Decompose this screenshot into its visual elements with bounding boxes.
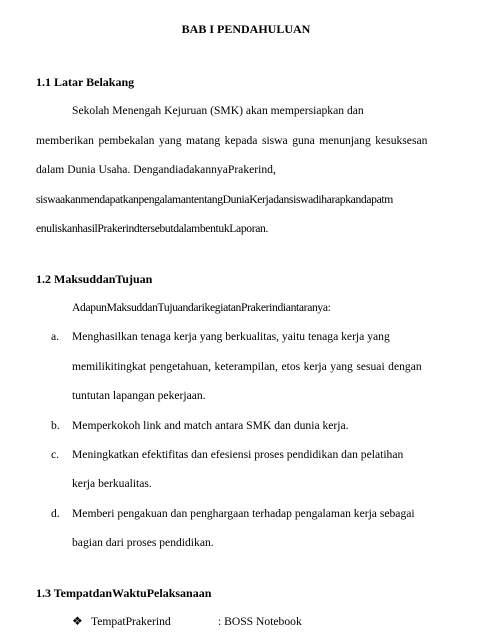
list-marker: c. xyxy=(51,448,60,461)
list-item-line: Memberi pengakuan dan penghargaan terhadap pengalaman kerja sebagai xyxy=(72,507,415,520)
section-heading-latar-belakang: 1.1 Latar Belakang xyxy=(36,75,135,89)
list-item-line: tuntutan lapangan pekerjaan. xyxy=(72,389,206,402)
paragraph-line: dalam Dunia Usaha. DengandiadakannyaPrakerind, xyxy=(36,163,276,176)
list-item-line: Meningkatkan efektifitas dan efesiensi proses pendidikan dan pelatihan xyxy=(72,448,404,461)
list-item-line: Menghasilkan tenaga kerja yang berkualitas, yaitu tenaga kerja yang xyxy=(72,330,390,343)
paragraph-line: enuliskanhasilPrakerindtersebutdalambentukLaporan. xyxy=(36,222,269,235)
list-item-line: Memperkokoh link and match antara SMK dan dunia kerja. xyxy=(72,419,349,432)
paragraph-line: siswaakanmendapatkanpengalamantentangDuniaKerjadansiswadiharapkandapatm xyxy=(36,193,393,206)
paragraph-line: memberikan pembekalan yang matang kepada siswa guna menunjang kesuksesan xyxy=(36,134,428,147)
paragraph-line: Sekolah Menengah Kejuruan (SMK) akan mempersiapkan dan xyxy=(72,104,364,117)
section-heading-maksud-tujuan: 1.2 MaksuddanTujuan xyxy=(36,272,153,286)
section-intro: AdapunMaksuddanTujuandarikegiatanPrakerindiantaranya: xyxy=(72,301,331,314)
list-marker: a. xyxy=(51,330,60,343)
page-title: BAB I PENDAHULUAN xyxy=(181,22,311,36)
bullet-value: : BOSS Notebook xyxy=(218,615,302,628)
section-heading-tempat-waktu: 1.3 TempatdanWaktuPelaksanaan xyxy=(36,586,212,600)
list-marker: d. xyxy=(51,507,60,520)
list-item-line: memilikitingkat pengetahuan, keterampilan, etos kerja yang sesuai dengan xyxy=(72,360,422,373)
list-marker: b. xyxy=(51,419,60,432)
list-item-line: kerja berkualitas. xyxy=(72,477,152,490)
diamond-bullet-icon: ❖ xyxy=(72,614,83,628)
list-item-line: bagian dari proses pendidikan. xyxy=(72,536,214,549)
bullet-label: TempatPrakerind xyxy=(91,615,171,628)
